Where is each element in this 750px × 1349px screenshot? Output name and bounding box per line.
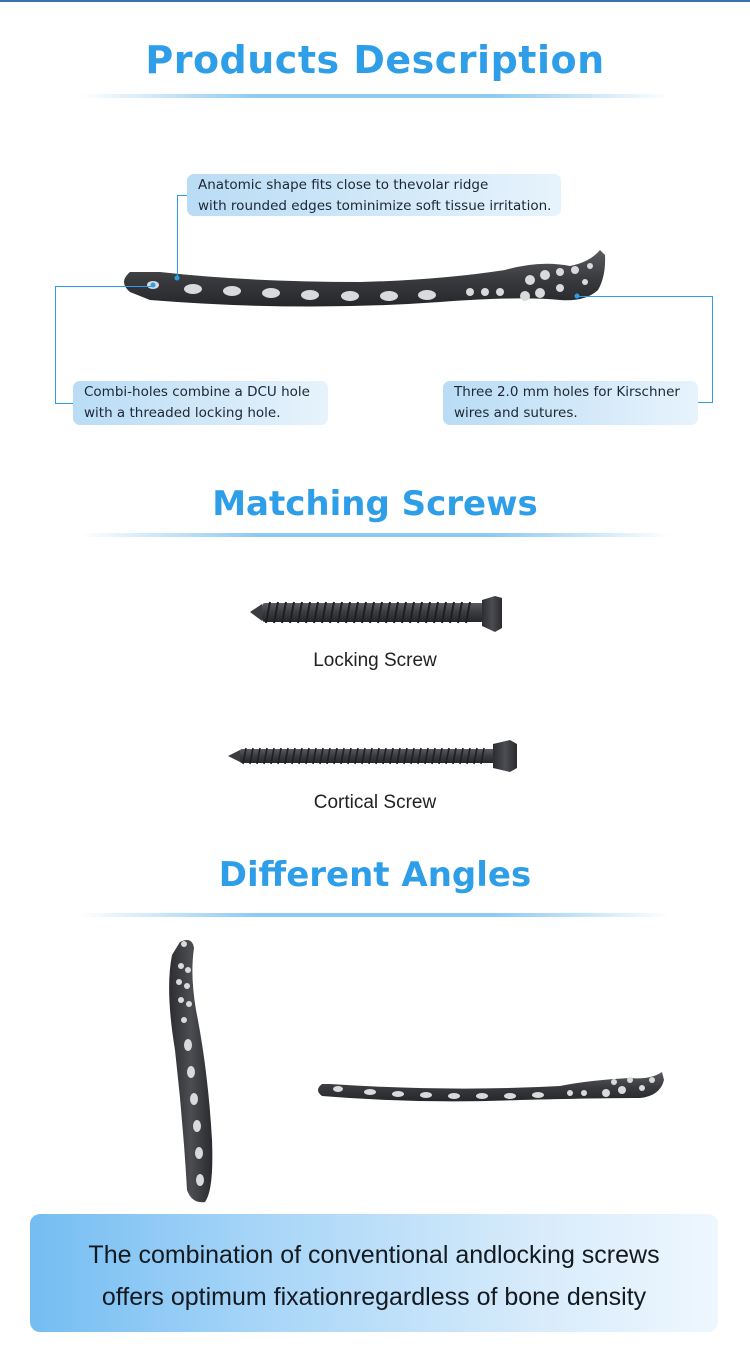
cortical-screw-image xyxy=(228,740,517,772)
callout-line: Three 2.0 mm holes for Kirschner xyxy=(454,384,680,400)
volar-plate-image xyxy=(124,250,605,307)
banner-line: The combination of conventional andlocking screws xyxy=(88,1241,660,1269)
callout-line: with a threaded locking hole. xyxy=(84,405,281,421)
callout-leader-top xyxy=(177,195,187,278)
callout-combi-holes xyxy=(73,381,328,425)
locking-screw-label: Locking Screw xyxy=(313,650,437,671)
products-description-title: Products Description xyxy=(145,38,605,82)
callout-line: Anatomic shape fits close to thevolar ridge xyxy=(198,177,489,193)
different-angles-title: Different Angles xyxy=(218,855,532,895)
locking-screw-image xyxy=(250,596,502,632)
callout-anatomic-shape xyxy=(187,174,561,216)
cortical-screw-label: Cortical Screw xyxy=(313,792,437,813)
plate-top-view-image xyxy=(318,1072,664,1101)
banner-line: offers optimum fixationregardless of bone density xyxy=(101,1283,647,1311)
callout-line: Combi-holes combine a DCU hole xyxy=(84,384,310,400)
title-divider xyxy=(80,533,670,537)
callout-line: with rounded edges tominimize soft tissue irritation. xyxy=(198,198,552,214)
callout-kirschner-holes xyxy=(443,381,698,425)
feature-banner xyxy=(30,1214,718,1332)
matching-screws-title: Matching Screws xyxy=(212,484,538,524)
plate-side-view-image xyxy=(169,940,212,1202)
title-divider xyxy=(80,913,670,917)
callout-line: wires and sutures. xyxy=(454,405,578,421)
